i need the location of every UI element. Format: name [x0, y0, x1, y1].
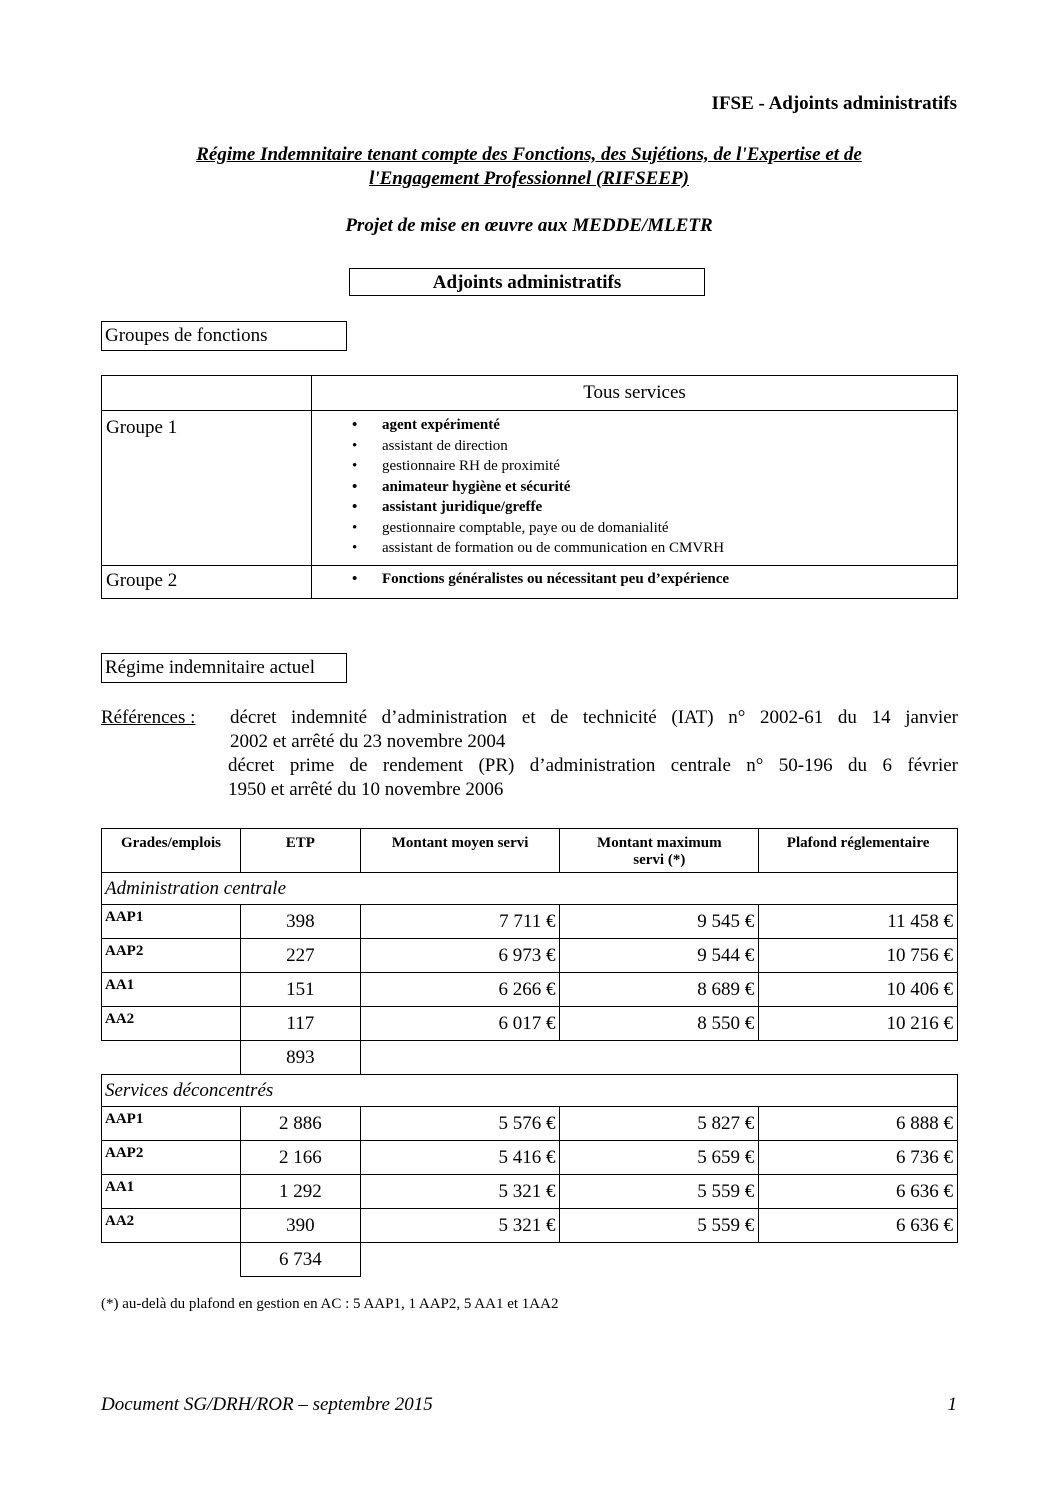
reference-1: [101, 706, 958, 730]
maximum-amount-cell: 5 827 €: [560, 1107, 759, 1141]
list-item: • Fonctions généralistes ou nécessitant peu d’expérience: [352, 569, 957, 590]
maximum-amount-cell: 5 559 €: [560, 1175, 759, 1209]
table-row: [102, 1175, 958, 1209]
reference-1-line-2: 2002 et arrêté du 23 novembre 2004: [230, 731, 506, 752]
main-title-line-1: Régime Indemnitaire tenant compte des Fonctions, des Sujétions, de l'Expertise et de: [196, 144, 862, 165]
etp-cell: 2 166: [240, 1141, 360, 1175]
group-functions-list: [312, 415, 957, 559]
etp-cell: 151: [240, 973, 360, 1007]
average-amount-cell: 5 321 €: [360, 1209, 560, 1243]
header-grade: Grades/emplois: [102, 829, 241, 873]
table-row: [102, 1141, 958, 1175]
list-item: • animateur hygiène et sécurité: [352, 477, 957, 498]
grade-cell: AAP1: [102, 1107, 241, 1141]
header-maximum-amount: [560, 829, 759, 873]
group-functions-cell: [312, 411, 958, 566]
ceiling-cell: 10 756 €: [759, 939, 958, 973]
document-header-title: IFSE - Adjoints administratifs: [711, 93, 957, 114]
reference-2-line-1: décret prime de rendement (PR) d’administration centrale n° 50-196 du 6 février: [228, 755, 958, 776]
grade-cell: AA2: [102, 1007, 241, 1041]
header-average-amount: Montant moyen servi: [360, 829, 560, 873]
group-functions-list: [312, 569, 957, 590]
groups-section-heading: Groupes de fonctions: [101, 321, 347, 351]
group-row: [102, 565, 958, 598]
footnote: (*) au-delà du plafond en gestion en AC : 5 AAP1, 1 AAP2, 5 AA1 et 1AA2: [101, 1296, 559, 1312]
total-row-spacer: [102, 1243, 241, 1277]
total-row-filler: [360, 1041, 957, 1075]
etp-cell: 390: [240, 1209, 360, 1243]
average-amount-cell: 5 416 €: [360, 1141, 560, 1175]
etp-total-cell: 6 734: [240, 1243, 360, 1277]
total-row-filler: [360, 1243, 957, 1277]
section-row-central: [102, 873, 958, 905]
amounts-header-row: [102, 829, 958, 873]
average-amount-cell: 5 576 €: [360, 1107, 560, 1141]
group-name: Groupe 1: [102, 411, 312, 566]
maximum-amount-cell: 9 545 €: [560, 905, 759, 939]
table-row: [102, 1107, 958, 1141]
list-item: • assistant de formation ou de communication en CMVRH: [352, 538, 957, 559]
etp-cell: 117: [240, 1007, 360, 1041]
maximum-amount-cell: 5 559 €: [560, 1209, 759, 1243]
average-amount-cell: 5 321 €: [360, 1175, 560, 1209]
table-row: [102, 1007, 958, 1041]
group-row: [102, 411, 958, 566]
amounts-table: [101, 828, 958, 1277]
average-amount-cell: 6 973 €: [360, 939, 560, 973]
header-maximum-amount-line-1: Montant maximum: [597, 835, 722, 851]
grade-cell: AAP2: [102, 939, 241, 973]
page-number: 1: [947, 1394, 957, 1415]
groups-table-corner-cell: [102, 376, 312, 411]
table-row: [102, 973, 958, 1007]
groups-table-header-row: [102, 376, 958, 411]
section-label: Administration centrale: [102, 873, 958, 905]
boxed-section-title: Adjoints administratifs: [349, 268, 705, 296]
list-item: • assistant de direction: [352, 436, 957, 457]
subtitle: Projet de mise en œuvre aux MEDDE/MLETR: [345, 215, 713, 236]
total-row-central: [102, 1041, 958, 1075]
reference-2-line-2: 1950 et arrêté du 10 novembre 2006: [228, 779, 504, 800]
ceiling-cell: 10 216 €: [759, 1007, 958, 1041]
table-row: [102, 939, 958, 973]
maximum-amount-cell: 8 550 €: [560, 1007, 759, 1041]
average-amount-cell: 6 017 €: [360, 1007, 560, 1041]
reference-1-line-1: décret indemnité d’administration et de technicité (IAT) n° 2002-61 du 14 janvier: [230, 707, 958, 728]
list-item: • gestionnaire comptable, paye ou de domanialité: [352, 518, 957, 539]
groups-column-header: Tous services: [312, 376, 958, 411]
etp-cell: 1 292: [240, 1175, 360, 1209]
ceiling-cell: 6 636 €: [759, 1175, 958, 1209]
group-name: Groupe 2: [102, 565, 312, 598]
etp-cell: 2 886: [240, 1107, 360, 1141]
etp-cell: 227: [240, 939, 360, 973]
main-title-line-2: l'Engagement Professionnel (RIFSEEP): [369, 168, 689, 189]
grade-cell: AAP2: [102, 1141, 241, 1175]
section-label: Services déconcentrés: [102, 1075, 958, 1107]
etp-total-cell: 893: [240, 1041, 360, 1075]
references-block: [101, 706, 958, 802]
regime-section-heading: Régime indemnitaire actuel: [101, 653, 347, 683]
header-maximum-amount-line-2: servi (*): [633, 852, 686, 868]
ceiling-cell: 11 458 €: [759, 905, 958, 939]
list-item: • agent expérimenté: [352, 415, 957, 436]
list-item: • gestionnaire RH de proximité: [352, 456, 957, 477]
maximum-amount-cell: 8 689 €: [560, 973, 759, 1007]
average-amount-cell: 6 266 €: [360, 973, 560, 1007]
references-label: Références :: [101, 707, 196, 728]
grade-cell: AA1: [102, 973, 241, 1007]
grade-cell: AA1: [102, 1175, 241, 1209]
table-row: [102, 1209, 958, 1243]
etp-cell: 398: [240, 905, 360, 939]
group-functions-cell: [312, 565, 958, 598]
ceiling-cell: 6 888 €: [759, 1107, 958, 1141]
maximum-amount-cell: 9 544 €: [560, 939, 759, 973]
footer-document-reference: Document SG/DRH/ROR – septembre 2015: [101, 1394, 433, 1415]
total-row-spacer: [102, 1041, 241, 1075]
ceiling-cell: 10 406 €: [759, 973, 958, 1007]
list-item: • assistant juridique/greffe: [352, 497, 957, 518]
groups-table: [101, 375, 958, 599]
average-amount-cell: 7 711 €: [360, 905, 560, 939]
ceiling-cell: 6 636 €: [759, 1209, 958, 1243]
grade-cell: AAP1: [102, 905, 241, 939]
total-row-decentralized: [102, 1243, 958, 1277]
ceiling-cell: 6 736 €: [759, 1141, 958, 1175]
section-row-decentralized: [102, 1075, 958, 1107]
header-regulatory-ceiling: Plafond réglementaire: [759, 829, 958, 873]
maximum-amount-cell: 5 659 €: [560, 1141, 759, 1175]
grade-cell: AA2: [102, 1209, 241, 1243]
main-title: [101, 143, 957, 191]
header-etp: ETP: [240, 829, 360, 873]
table-row: [102, 905, 958, 939]
